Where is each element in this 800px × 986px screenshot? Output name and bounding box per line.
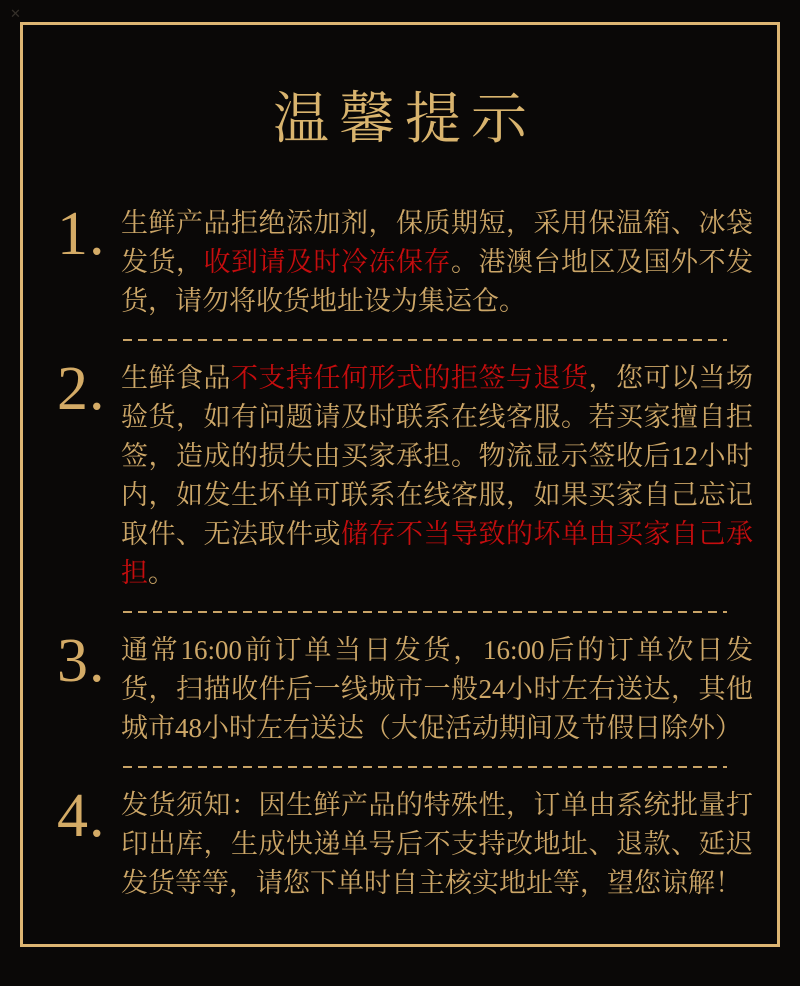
dashed-divider-2 xyxy=(123,611,727,613)
highlighted-text: 收到请及时冷冻保存 xyxy=(203,246,451,277)
item-3-text xyxy=(121,631,753,748)
body-text: ，您可以当场验货，如有问题请及时联系在线客服。若买家擅自拒签，造成的损失由买家承担。物流显示签收后12小时内，如发生坏单可联系在线客服，如果买家自己忘记取件、无法取件或 xyxy=(121,362,753,549)
page-title: 温馨提示 xyxy=(273,89,537,151)
item-1-text xyxy=(121,204,753,321)
body-text: 生鲜食品 xyxy=(121,362,231,393)
item-3-number: 3. xyxy=(57,626,106,695)
tip-item-2 xyxy=(23,354,777,593)
dashed-divider-1 xyxy=(123,339,727,341)
border-frame xyxy=(20,22,780,947)
item-4-number: 4. xyxy=(57,781,106,850)
tips-list xyxy=(23,199,777,903)
item-1-number: 1. xyxy=(57,199,106,268)
tip-item-4 xyxy=(23,781,777,903)
body-text: 通常16:00前订单当日发货，16:00后的订单次日发货，扫描收件后一线城市一般24小时左右送达，其他城市48小时左右送达（大促活动期间及节假日除外） xyxy=(121,634,753,743)
body-text: 。 xyxy=(148,557,175,588)
corner-mark-icon: ✕ xyxy=(10,7,21,22)
item-2-number: 2. xyxy=(57,354,106,423)
dashed-divider-3 xyxy=(123,766,727,768)
tip-item-3 xyxy=(23,626,777,748)
highlighted-text: 储存不当导致的坏单由买家自己承担 xyxy=(121,518,753,588)
item-2-text xyxy=(121,359,753,593)
body-text: 生鲜产品拒绝添加剂，保质期短，采用保温箱、冰袋发货， xyxy=(121,207,753,277)
body-text: 发货须知：因生鲜产品的特殊性，订单由系统批量打印出库，生成快递单号后不支持改地址、退款、延迟发货等等，请您下单时自主核实地址等，望您谅解！ xyxy=(121,789,753,898)
highlighted-text: 不支持任何形式的拒签与退货 xyxy=(231,362,589,393)
tip-item-1 xyxy=(23,199,777,321)
item-4-text xyxy=(121,786,753,903)
body-text: 。港澳台地区及国外不发货，请勿将收货地址设为集运仓。 xyxy=(121,246,753,316)
